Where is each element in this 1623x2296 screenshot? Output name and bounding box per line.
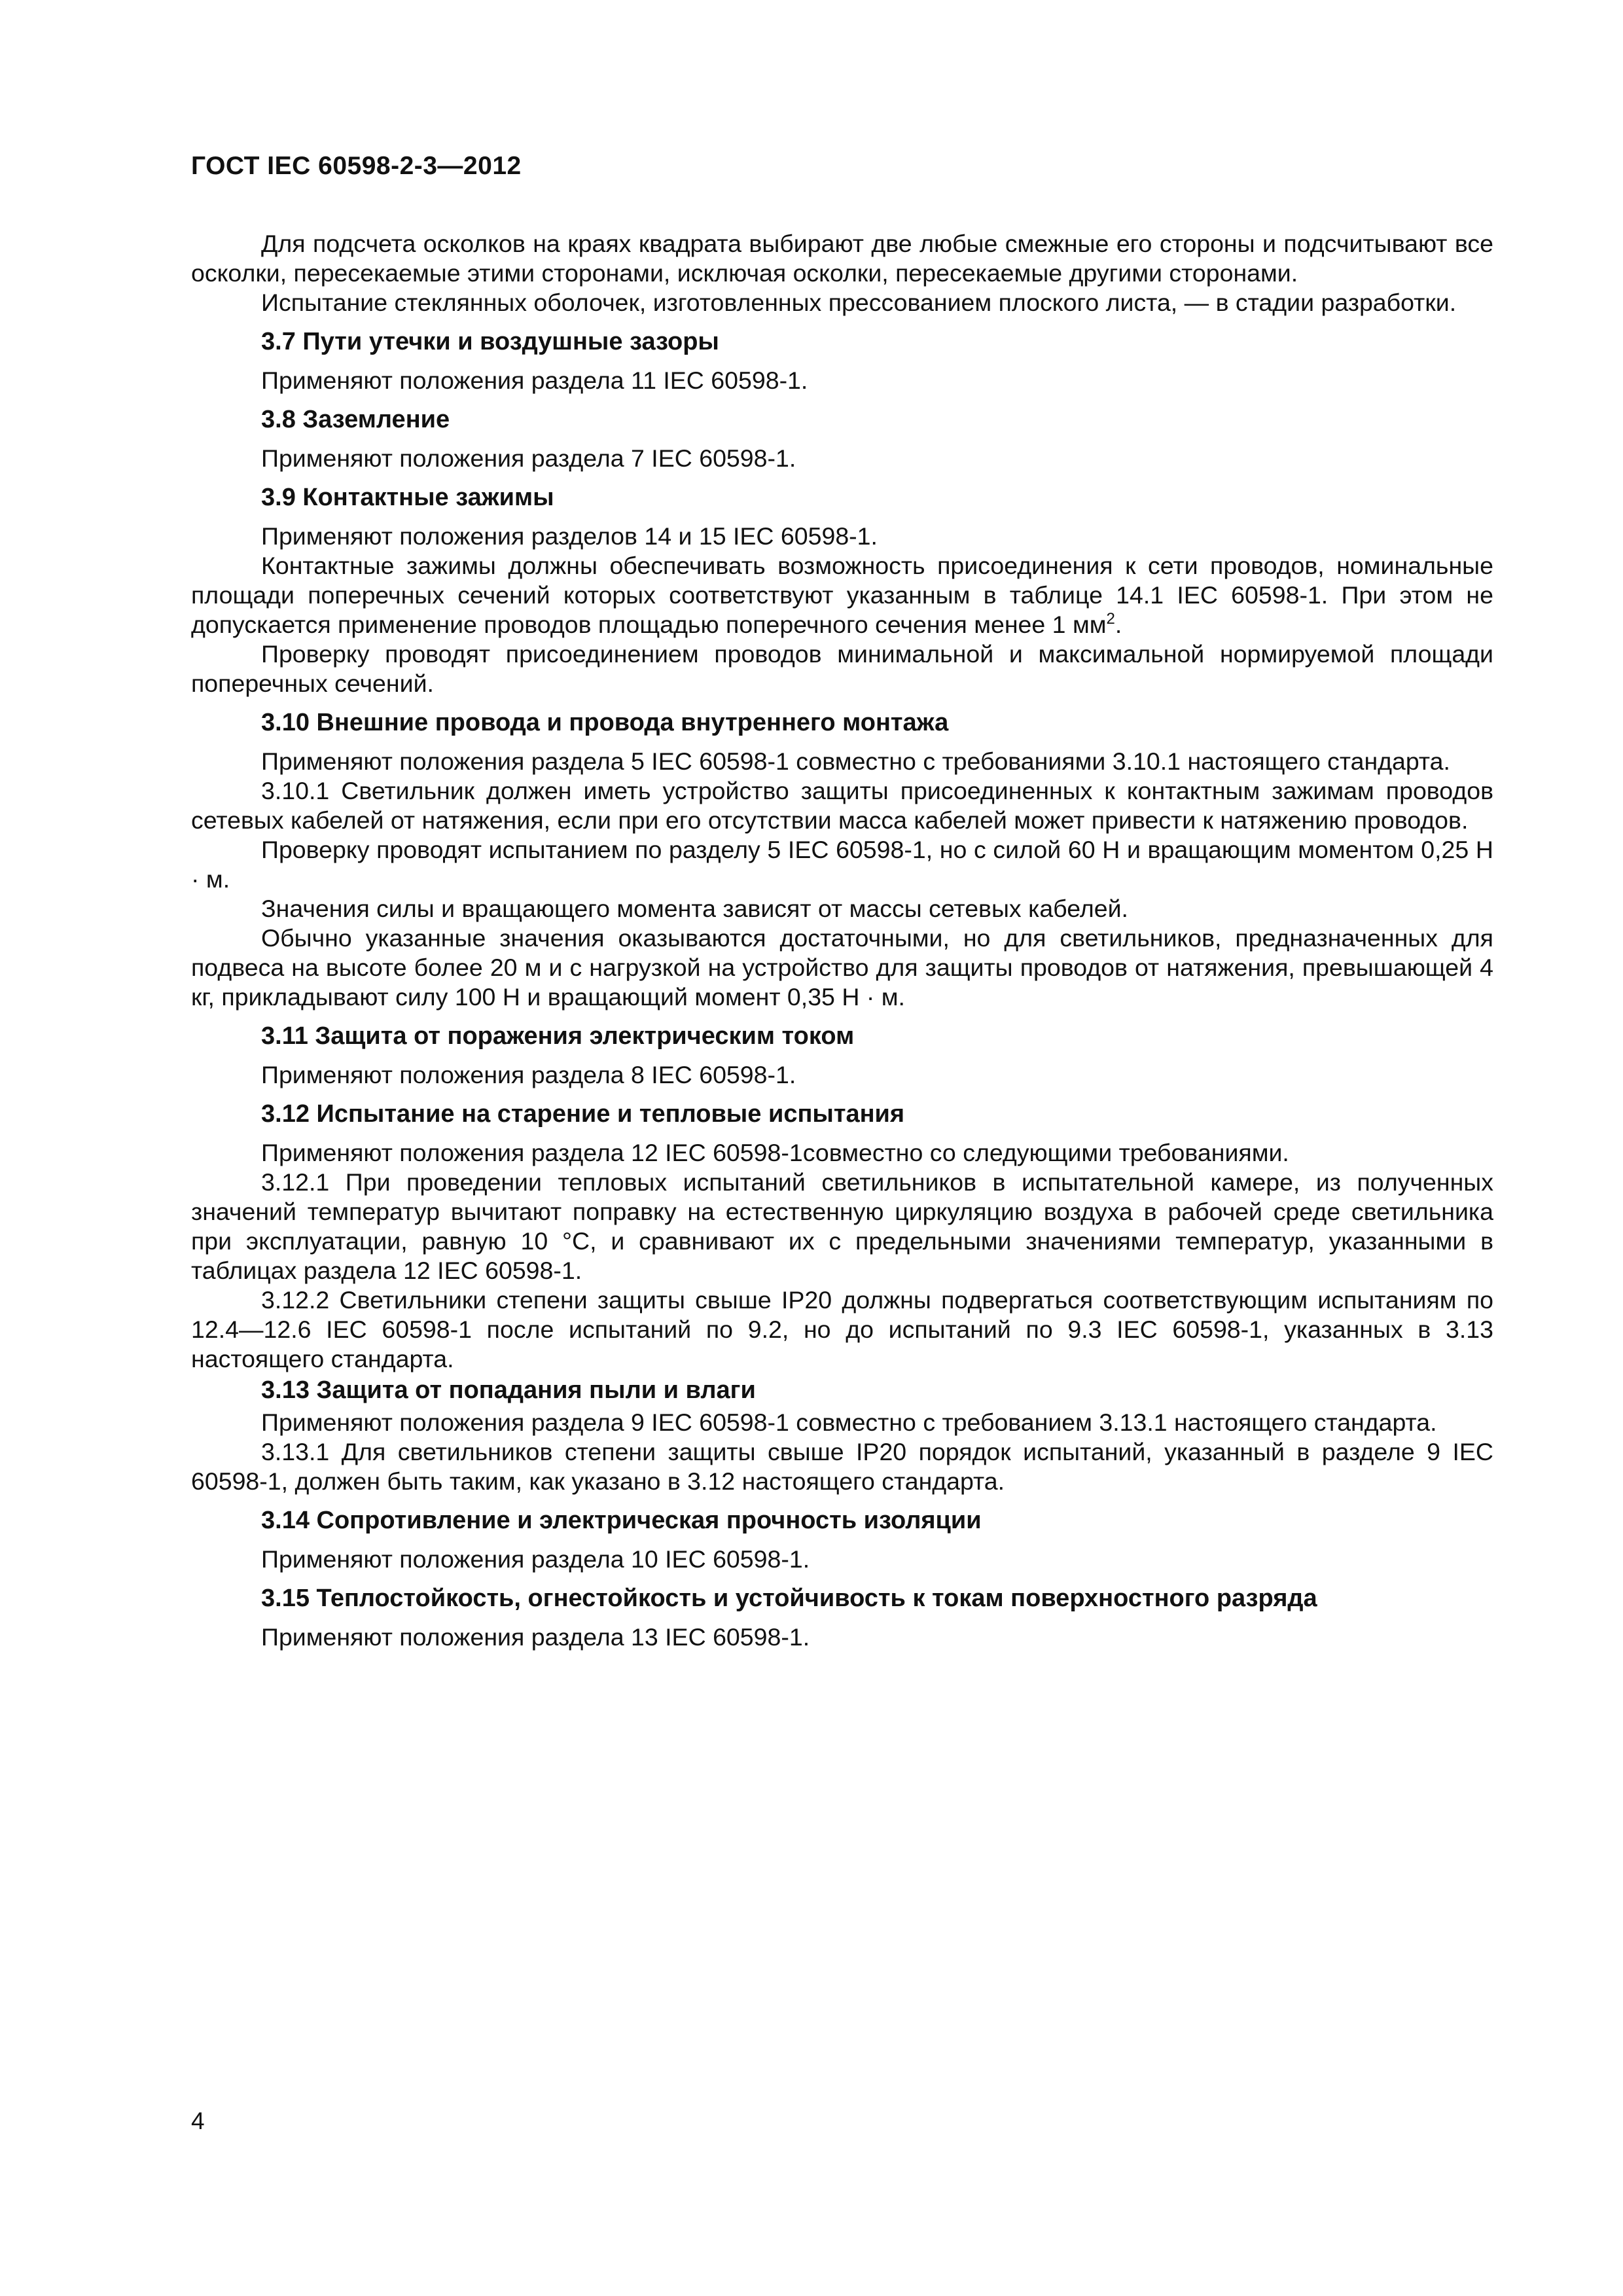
paragraph: Применяют положения раздела 7 IEC 60598-1. <box>261 444 796 472</box>
paragraph: Проверку проводят присоединением проводов минимальной и максимальной нормируемой площади поперечных сечений. <box>191 640 1493 697</box>
paragraph: Применяют положения раздела 8 IEC 60598-1. <box>261 1061 796 1088</box>
paragraph: Применяют положения раздела 12 IEC 60598-1совместно со следующими требованиями. <box>261 1139 1289 1166</box>
paragraph: Для подсчета осколков на краях квадрата выбирают две любые смежные его стороны и подсчитывают все осколки, пересекаемые этими сторонами, исключая осколки, пересекаемые другими сторонами. <box>191 230 1493 287</box>
section-heading-3-9: 3.9 Контактные зажимы <box>261 484 554 511</box>
section-heading-3-15: 3.15 Теплостойкость, огнестойкость и устойчивость к токам поверхностного разряда <box>261 1585 1317 1612</box>
paragraph: 3.13.1 Для светильников степени защиты свыше IP20 порядок испытаний, указанный в разделе 9 IEC 60598-1, должен быть таким, как указано в 3.12 настоящего стандарта. <box>191 1438 1493 1495</box>
superscript: 2 <box>1106 610 1115 628</box>
paragraph: 3.12.2 Светильники степени защиты свыше IP20 должны подвергаться соответствующим испытаниям по 12.4—12.6 IEC 60598-1 после испытаний по 9.2, но до испытаний по 9.3 IEC 60598-1, указанных в 3.13 настоящего стандарта. <box>191 1286 1493 1372</box>
paragraph: Применяют положения раздела 10 IEC 60598-1. <box>261 1545 810 1573</box>
paragraph: Применяют положения раздела 13 IEC 60598-1. <box>261 1623 810 1651</box>
section-heading-3-8: 3.8 Заземление <box>261 406 450 433</box>
paragraph-tail: . <box>1115 611 1122 638</box>
paragraph: Проверку проводят испытанием по разделу 5 IEC 60598-1, но с силой 60 Н и вращающим моментом 0,25 Н · м. <box>191 836 1493 893</box>
standard-header: ГОСТ IEC 60598-2-3—2012 <box>191 152 522 180</box>
section-heading-3-13: 3.13 Защита от попадания пыли и влаги <box>261 1376 756 1404</box>
document-body <box>191 229 1493 1652</box>
paragraph-text: Контактные зажимы должны обеспечивать возможность присоединения к сети проводов, номинальные площади поперечных сечений которых соответствуют указанным в таблице 14.1 IEC 60598-1. При этом не допускается применение проводов площадью поперечного сечения менее 1 мм <box>191 552 1493 638</box>
section-heading-3-7: 3.7 Пути утечки и воздушные зазоры <box>261 328 719 355</box>
paragraph: Применяют положения раздела 11 IEC 60598-1. <box>261 367 808 394</box>
section-heading-3-11: 3.11 Защита от поражения электрическим током <box>261 1022 855 1050</box>
paragraph: Применяют положения раздела 5 IEC 60598-1 совместно с требованиями 3.10.1 настоящего стандарта. <box>261 747 1450 775</box>
paragraph: Применяют положения раздела 9 IEC 60598-1 совместно с требованием 3.13.1 настоящего стандарта. <box>261 1408 1437 1436</box>
paragraph: 3.12.1 При проведении тепловых испытаний светильников в испытательной камере, из полученных значений температур вычитают поправку на естественную циркуляцию воздуха в рабочей среде светильника при эксплуатации, равную 10 °С, и сравнивают их с предельными значениями температур, указанными в таблицах раздела 12 IEC 60598-1. <box>191 1168 1493 1284</box>
paragraph: Применяют положения разделов 14 и 15 IEC 60598-1. <box>261 522 878 550</box>
paragraph: Обычно указанные значения оказываются достаточными, но для светильников, предназначенных для подвеса на высоте более 20 м и с нагрузкой на устройство для защиты проводов от натяжения, превышающей 4 кг, прикладывают силу 100 Н и вращающий момент 0,35 Н · м. <box>191 924 1493 1011</box>
section-heading-3-14: 3.14 Сопротивление и электрическая прочность изоляции <box>261 1507 982 1534</box>
page-number: 4 <box>191 2108 205 2134</box>
paragraph: Значения силы и вращающего момента зависят от массы сетевых кабелей. <box>261 895 1128 922</box>
section-heading-3-12: 3.12 Испытание на старение и тепловые испытания <box>261 1100 905 1128</box>
paragraph: 3.10.1 Светильник должен иметь устройство защиты присоединенных к контактным зажимам проводов сетевых кабелей от натяжения, если при его отсутствии масса кабелей может привести к натяжению проводов. <box>191 777 1493 834</box>
section-heading-3-10: 3.10 Внешние провода и провода внутреннего монтажа <box>261 709 949 736</box>
paragraph-with-superscript <box>191 551 1493 639</box>
paragraph: Испытание стеклянных оболочек, изготовленных прессованием плоского листа, — в стадии разработки. <box>261 289 1457 316</box>
